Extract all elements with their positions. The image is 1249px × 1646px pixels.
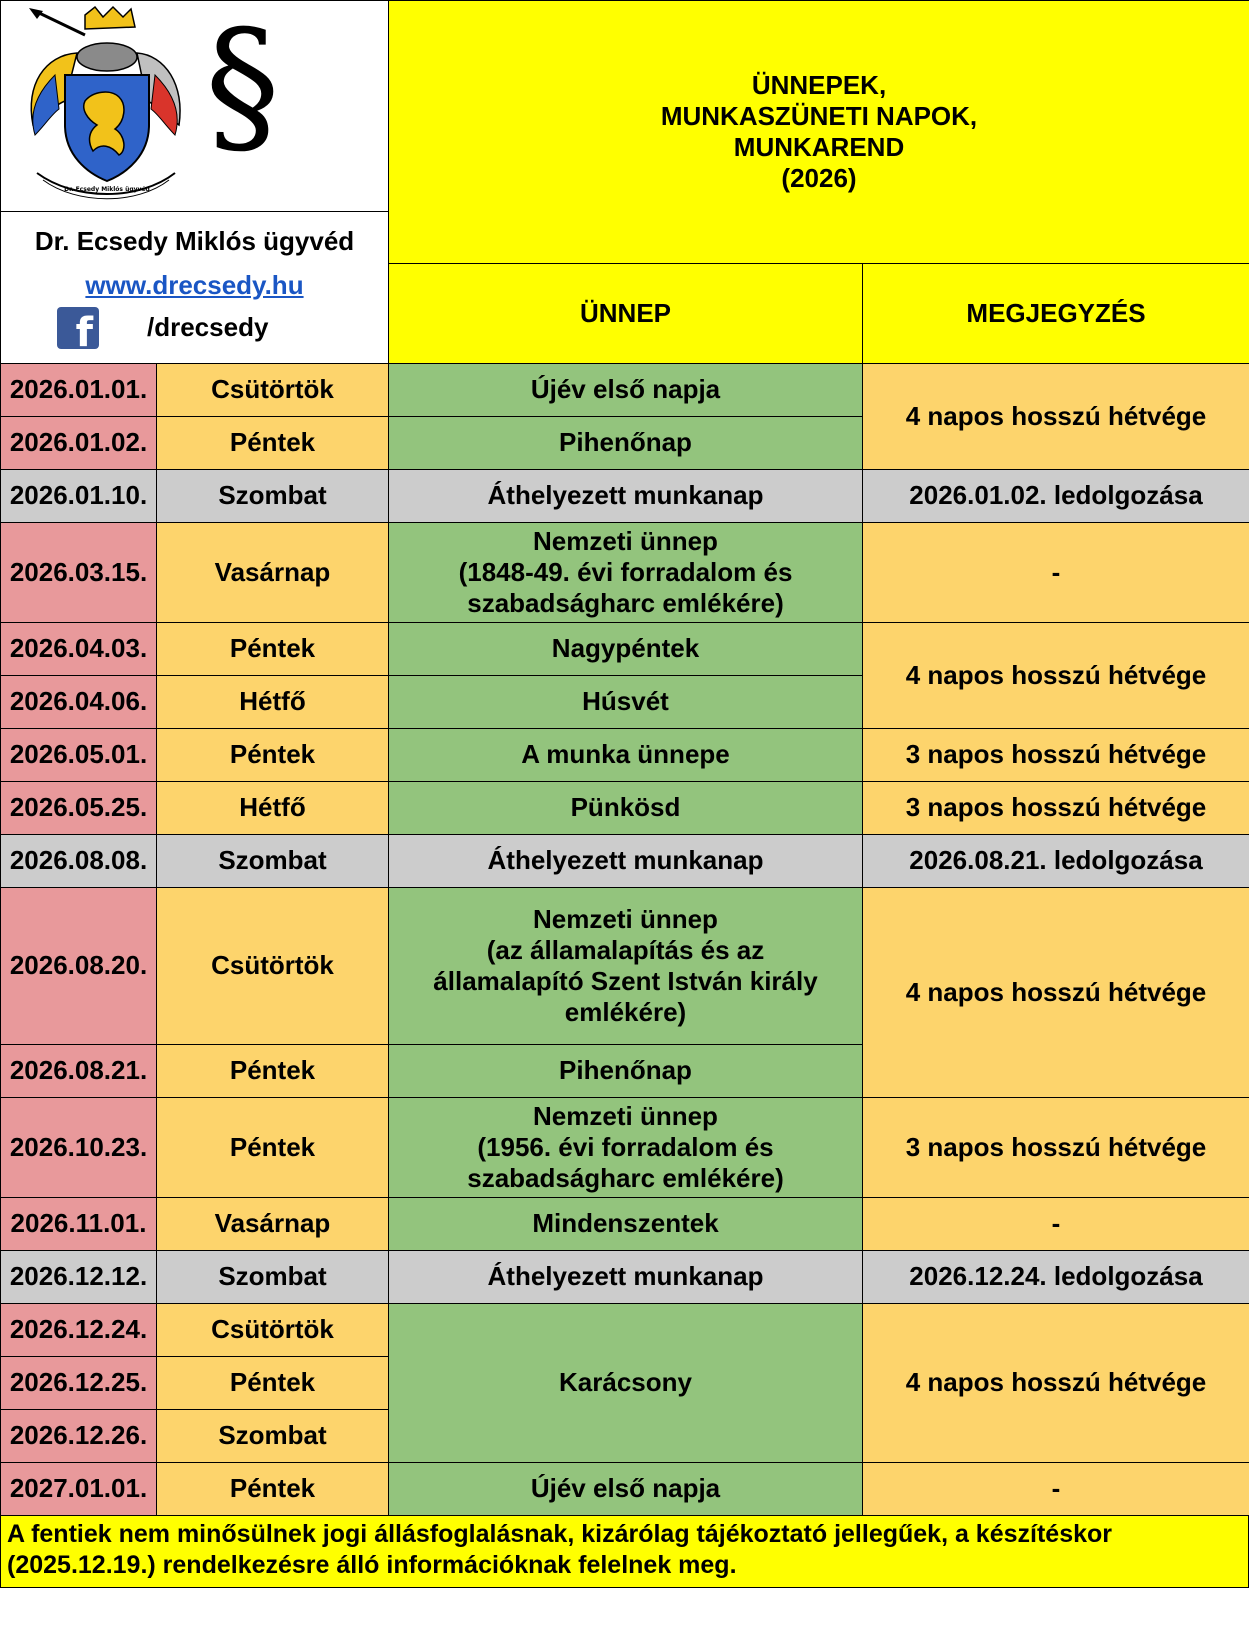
holiday-cell: Újév első napja: [389, 1463, 863, 1516]
holiday-cell: Nagypéntek: [389, 623, 863, 676]
table-row: [1, 888, 1249, 1045]
note-cell: 3 napos hosszú hétvége: [863, 1098, 1249, 1198]
crest-text: Dr. Ecsedy Miklós ügyvéd: [64, 186, 150, 193]
note-cell: 3 napos hosszú hétvége: [863, 729, 1249, 782]
holiday-cell: Mindenszentek: [389, 1198, 863, 1251]
holiday-cell: Karácsony: [389, 1304, 863, 1463]
holiday-cell: Újév első napja: [389, 364, 863, 417]
column-header-holiday: ÜNNEP: [389, 264, 863, 364]
table-row: [1, 1251, 1249, 1304]
day-cell: Vasárnap: [157, 1198, 389, 1251]
coat-of-arms-icon: [15, 5, 190, 205]
note-cell: 3 napos hosszú hétvége: [863, 782, 1249, 835]
column-header-note: MEGJEGYZÉS: [863, 264, 1249, 364]
day-cell: Szombat: [157, 1251, 389, 1304]
note-cell: 4 napos hosszú hétvége: [863, 623, 1249, 729]
day-cell: Péntek: [157, 623, 389, 676]
title-line-4: (2026): [781, 163, 857, 194]
day-cell: Péntek: [157, 417, 389, 470]
date-cell: 2026.01.02.: [1, 417, 157, 470]
day-cell: Péntek: [157, 1045, 389, 1098]
table-row: [1, 835, 1249, 888]
day-cell: Hétfő: [157, 676, 389, 729]
holiday-cell: A munka ünnepe: [389, 729, 863, 782]
day-cell: Csütörtök: [157, 1304, 389, 1357]
holiday-cell: Pünkösd: [389, 782, 863, 835]
facebook-handle: /drecsedy: [147, 312, 269, 343]
date-cell: 2026.12.26.: [1, 1410, 157, 1463]
date-cell: 2026.10.23.: [1, 1098, 157, 1198]
table-row: [1, 523, 1249, 623]
date-cell: 2026.03.15.: [1, 523, 157, 623]
paragraph-symbol: §: [205, 0, 280, 173]
table-row: [1, 364, 1249, 417]
title-line-1: ÜNNEPEK,: [751, 69, 887, 100]
holiday-cell: Áthelyezett munkanap: [389, 835, 863, 888]
date-cell: 2026.05.25.: [1, 782, 157, 835]
holiday-cell: Pihenőnap: [389, 1045, 863, 1098]
day-cell: Péntek: [157, 729, 389, 782]
note-cell: 4 napos hosszú hétvége: [863, 1304, 1249, 1463]
date-cell: 2026.01.10.: [1, 470, 157, 523]
date-cell: 2026.12.25.: [1, 1357, 157, 1410]
holiday-cell: Áthelyezett munkanap: [389, 470, 863, 523]
date-cell: 2026.11.01.: [1, 1198, 157, 1251]
holiday-cell: Pihenőnap: [389, 417, 863, 470]
day-cell: Péntek: [157, 1098, 389, 1198]
day-cell: Csütörtök: [157, 364, 389, 417]
date-cell: 2026.01.01.: [1, 364, 157, 417]
day-cell: Péntek: [157, 1357, 389, 1410]
date-cell: 2026.04.06.: [1, 676, 157, 729]
holiday-cell: Áthelyezett munkanap: [389, 1251, 863, 1304]
title-cell: [389, 1, 1249, 264]
title-line-2: MUNKASZÜNETI NAPOK,: [660, 100, 978, 131]
date-cell: 2026.08.21.: [1, 1045, 157, 1098]
date-cell: 2026.08.08.: [1, 835, 157, 888]
note-cell: 4 napos hosszú hétvége: [863, 364, 1249, 470]
date-cell: 2026.05.01.: [1, 729, 157, 782]
table-row: [1, 1304, 1249, 1357]
holiday-cell: Nemzeti ünnep (1956. évi forradalom és szabadságharc emlékére): [389, 1098, 863, 1198]
day-cell: Szombat: [157, 835, 389, 888]
table-row: [1, 782, 1249, 835]
disclaimer-footer: A fentiek nem minősülnek jogi állásfoglalásnak, kizárólag tájékoztató jellegűek, a készítéskor (2025.12.19.) rendelkezésre álló információknak felelnek meg.: [0, 1516, 1249, 1588]
day-cell: Szombat: [157, 470, 389, 523]
table-row: [1, 470, 1249, 523]
website-link[interactable]: www.drecsedy.hu: [85, 269, 304, 300]
contact-cell: [1, 212, 389, 364]
date-cell: 2026.12.12.: [1, 1251, 157, 1304]
logo-cell: [1, 1, 389, 212]
table-row: [1, 623, 1249, 676]
day-cell: Hétfő: [157, 782, 389, 835]
note-cell: -: [863, 523, 1249, 623]
day-cell: Péntek: [157, 1463, 389, 1516]
facebook-icon[interactable]: f: [57, 307, 99, 349]
holiday-cell: Húsvét: [389, 676, 863, 729]
note-cell: 2026.08.21. ledolgozása: [863, 835, 1249, 888]
day-cell: Csütörtök: [157, 888, 389, 1045]
note-cell: 2026.01.02. ledolgozása: [863, 470, 1249, 523]
table-row: [1, 1098, 1249, 1198]
date-cell: 2026.08.20.: [1, 888, 157, 1045]
firm-name: Dr. Ecsedy Miklós ügyvéd: [34, 226, 355, 257]
holiday-cell: Nemzeti ünnep (1848-49. évi forradalom és szabadságharc emlékére): [389, 523, 863, 623]
note-cell: -: [863, 1463, 1249, 1516]
date-cell: 2026.04.03.: [1, 623, 157, 676]
note-cell: -: [863, 1198, 1249, 1251]
day-cell: Vasárnap: [157, 523, 389, 623]
note-cell: 4 napos hosszú hétvége: [863, 888, 1249, 1098]
title-line-3: MUNKAREND: [733, 132, 905, 162]
table-row: [1, 1463, 1249, 1516]
table-row: [1, 1198, 1249, 1251]
date-cell: 2027.01.01.: [1, 1463, 157, 1516]
table-row: [1, 729, 1249, 782]
day-cell: Szombat: [157, 1410, 389, 1463]
holiday-cell: Nemzeti ünnep (az államalapítás és az államalapító Szent István király emlékére): [389, 888, 863, 1045]
note-cell: 2026.12.24. ledolgozása: [863, 1251, 1249, 1304]
date-cell: 2026.12.24.: [1, 1304, 157, 1357]
